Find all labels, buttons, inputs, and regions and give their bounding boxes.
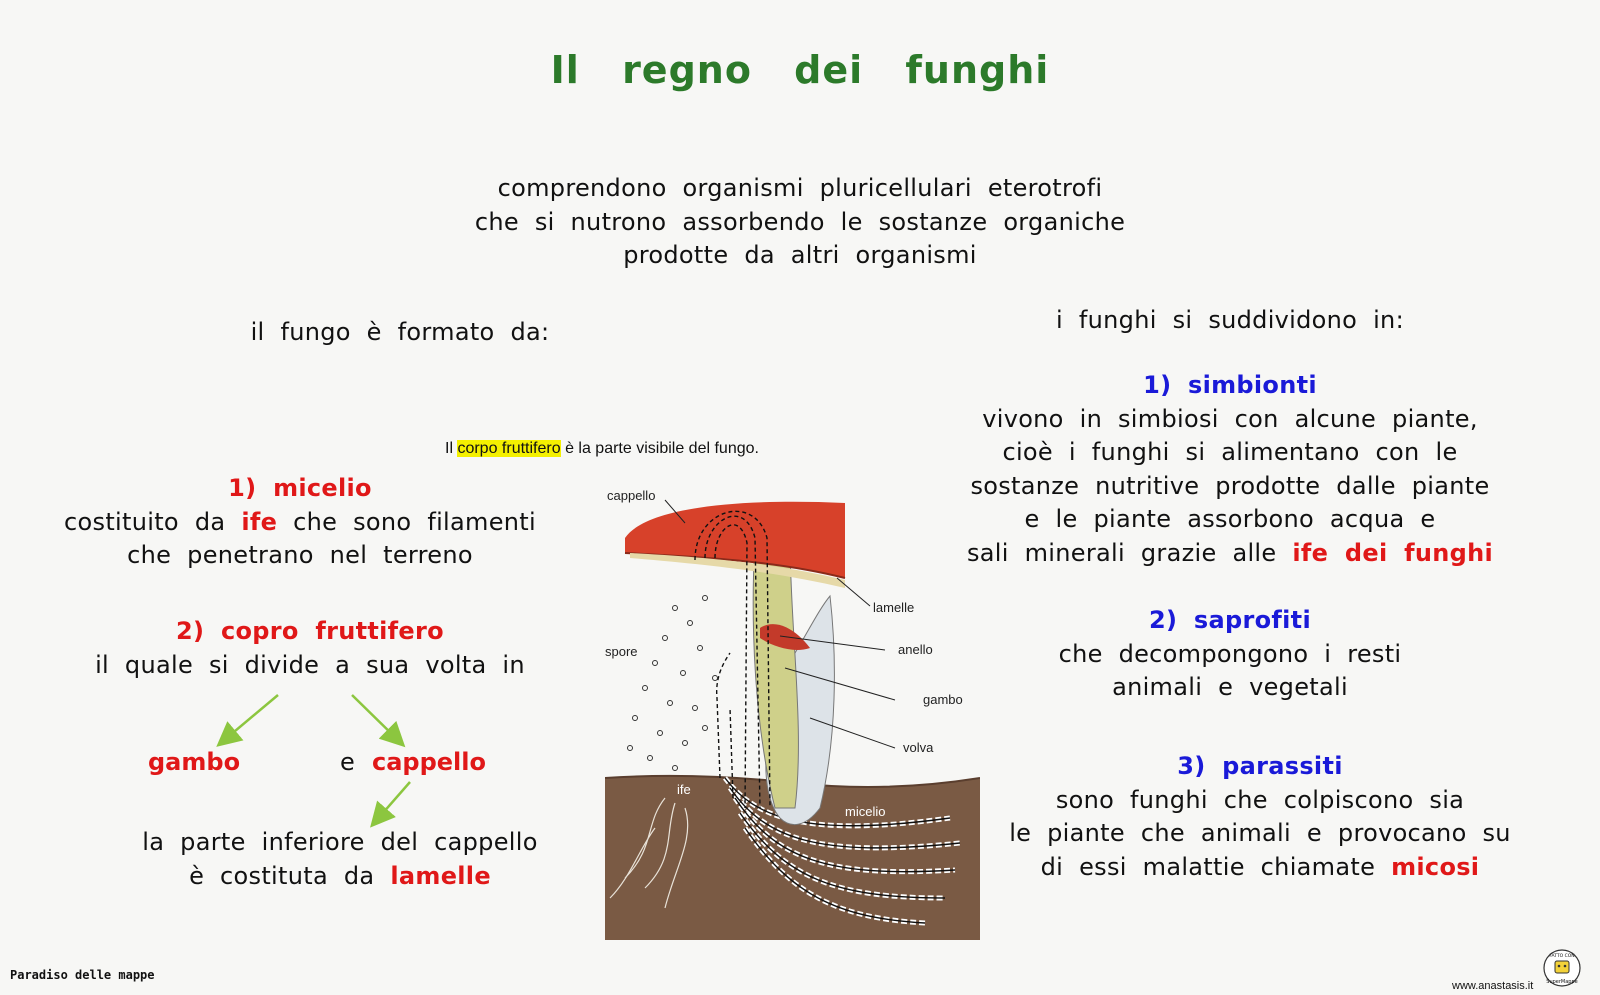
intro-line-1: comprendono organismi pluricellulari eterotrofi (497, 174, 1103, 202)
right-heading: i funghi si suddividono in: (1056, 306, 1404, 334)
parassiti-line-1: sono funghi che colpiscono sia (1055, 785, 1465, 814)
simbionti-line-4: e le piante assorbono acqua e (1024, 505, 1436, 533)
corpo-title: 2) copro fruttifero (176, 617, 444, 645)
micelio-ife-highlight: ife (241, 507, 278, 536)
caption-pre: Il (445, 440, 453, 457)
simbionti-line-1: vivono in simbiosi con alcune piante, (982, 404, 1478, 433)
label-anello: anello (898, 642, 933, 657)
diagram-caption (445, 440, 759, 458)
simbionti-line-5 (940, 537, 1520, 571)
parassiti-line-3 (960, 851, 1560, 885)
left-heading: il fungo è formato da: (250, 318, 550, 346)
caption-post: è la parte visibile del fungo. (565, 440, 759, 457)
gambo-label: gambo (148, 748, 241, 776)
label-spore: spore (605, 644, 638, 659)
badge-top-text: FATTO CON (1549, 954, 1575, 959)
lamelle-section (40, 826, 640, 893)
micelio-line-1-post: che sono filamenti (293, 507, 536, 536)
footer-brand: Paradiso delle mappe (10, 968, 155, 982)
footer-url[interactable]: www.anastasis.it (1452, 980, 1534, 992)
simbionti-section (940, 369, 1520, 570)
badge-bottom-text: SuperMappe (1546, 979, 1578, 985)
spores (628, 596, 718, 771)
conj-e: e (340, 748, 355, 776)
corpo-line-1: il quale si divide a sua volta in (95, 650, 525, 679)
label-micelio: micelio (845, 804, 886, 819)
intro-line-2: che si nutrono assorbendo le sostanze organiche (474, 207, 1126, 236)
saprofiti-line-2: animali e vegetali (1112, 673, 1348, 701)
lamelle-line-1: la parte inferiore del cappello (142, 828, 538, 856)
simbionti-line-5-pre: sali minerali grazie alle (966, 538, 1277, 567)
simbionti-line-3: sostanze nutritive prodotte dalle piante (970, 471, 1490, 500)
label-ife: ife (677, 782, 691, 797)
saprofiti-line-1: che decompongono i resti (1058, 639, 1402, 668)
micelio-line-2: che penetrano nel terreno (127, 541, 473, 569)
intro-line-3: prodotte da altri organismi (623, 241, 977, 269)
mushroom-diagram (605, 478, 980, 940)
caption-highlight: corpo fruttifero (457, 440, 561, 457)
parassiti-line-3-pre: di essi malattie chiamate (1040, 852, 1376, 881)
label-gambo: gambo (923, 692, 963, 707)
cappello-label: cappello (372, 748, 486, 776)
lamelle-highlight: lamelle (390, 861, 491, 890)
page-title: Il regno dei funghi (550, 48, 1050, 92)
ife-dei-funghi-highlight: ife dei funghi (1292, 538, 1494, 567)
arrow-to-lamelle (375, 782, 410, 822)
simbionti-line-2: cioè i funghi si alimentano con le (1002, 438, 1458, 466)
supermappe-badge-icon (1542, 948, 1582, 988)
label-lamelle: lamelle (873, 600, 915, 615)
micelio-title: 1) micelio (228, 474, 372, 502)
saprofiti-title: 2) saprofiti (1149, 606, 1311, 634)
stem (753, 538, 798, 808)
micosi-highlight: micosi (1391, 852, 1480, 881)
simbionti-title: 1) simbionti (1143, 371, 1317, 399)
label-cappello: cappello (607, 488, 656, 503)
arrow-to-cappello (352, 695, 400, 742)
lamelle-line-2 (40, 860, 640, 894)
lamelle-line-2-pre: è costituta da (189, 861, 375, 890)
micelio-line-1-pre: costituito da (64, 507, 226, 536)
arrow-to-gambo (222, 695, 278, 742)
parassiti-section (960, 750, 1560, 884)
saprofiti-section (960, 604, 1500, 705)
parassiti-line-2: le piante che animali e provocano su (1009, 819, 1511, 847)
label-volva: volva (903, 740, 934, 755)
parassiti-title: 3) parassiti (1177, 752, 1343, 780)
